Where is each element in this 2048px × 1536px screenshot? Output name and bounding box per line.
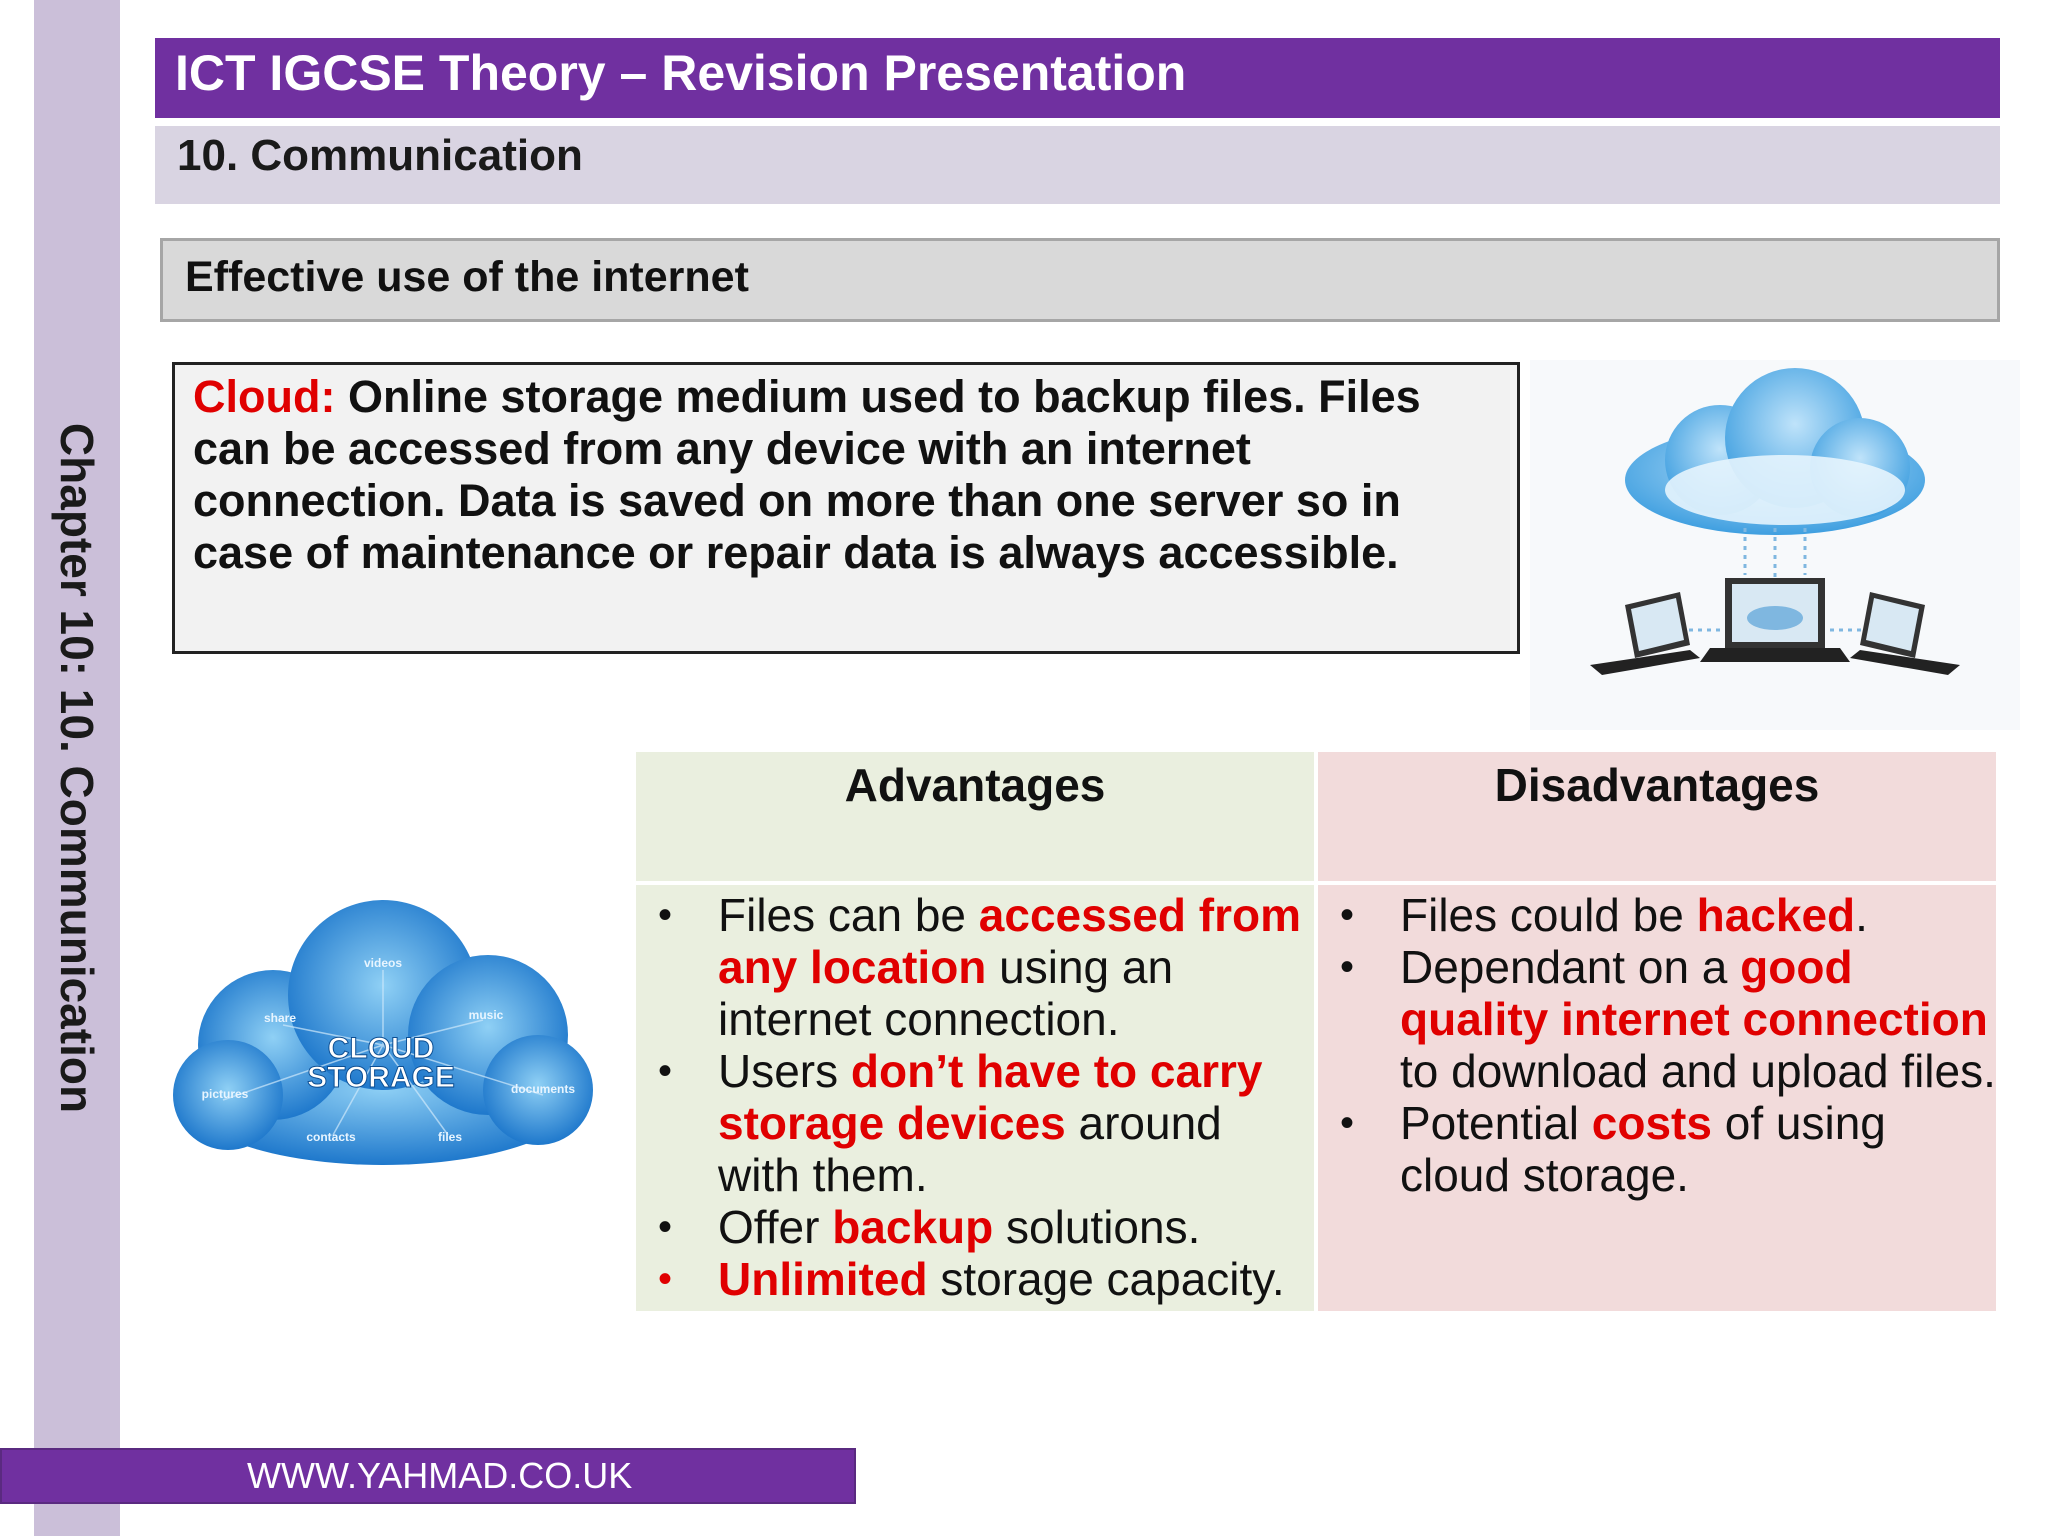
disadvantages-cell	[1318, 885, 1996, 1311]
cloud-title-line1: CLOUD	[327, 1032, 435, 1065]
disadvantages-list	[1318, 885, 1996, 1201]
page-title: ICT IGCSE Theory – Revision Presentation	[155, 38, 2000, 118]
section-heading: Effective use of the internet	[160, 238, 2000, 322]
cloud-label: documents	[510, 1082, 576, 1096]
list-item: • Files can be accessed from any location using an internet connection.	[636, 889, 1314, 1045]
cloud-title-line2: STORAGE	[307, 1061, 455, 1094]
chapter-label: Chapter 10: 10. Communication	[51, 422, 103, 1114]
disadvantages-header: Disadvantages	[1318, 752, 1996, 881]
cloud-label: videos	[363, 956, 403, 970]
list-item: • Users don’t have to carry storage devices around with them.	[636, 1045, 1314, 1201]
definition-term: Cloud:	[193, 371, 336, 422]
list-item: • Unlimited storage capacity.	[636, 1253, 1314, 1305]
cloud-label: share	[263, 1011, 297, 1025]
definition-text: Online storage medium used to backup files. Files can be accessed from any device with an internet connection. Data is saved on more than one server so in case of maintenance or repair data is always accessible.	[193, 371, 1421, 578]
cloud-label: contacts	[306, 1130, 356, 1144]
advantages-header: Advantages	[636, 752, 1314, 881]
list-item: • Files could be hacked.	[1318, 889, 1996, 941]
pros-cons-table	[632, 748, 2000, 1315]
cloud-label: music	[468, 1008, 504, 1022]
list-item: • Potential costs of using cloud storage.	[1318, 1097, 1996, 1201]
list-item: • Offer backup solutions.	[636, 1201, 1314, 1253]
cloud-label: files	[437, 1130, 463, 1144]
advantages-cell	[636, 885, 1314, 1311]
cloud-label: pictures	[201, 1087, 249, 1101]
cloud-storage-graphic	[168, 895, 598, 1185]
footer-url-text[interactable]: WWW.YAHMAD.CO.UK	[247, 1455, 633, 1496]
definition-box	[172, 362, 1520, 654]
cloud-laptops-illustration	[1530, 360, 2020, 730]
list-item: • Dependant on a good quality internet connection to download and upload files.	[1318, 941, 1996, 1097]
page-subtitle: 10. Communication	[155, 126, 2000, 204]
footer-url[interactable]	[0, 1448, 856, 1504]
advantages-list	[636, 885, 1314, 1305]
